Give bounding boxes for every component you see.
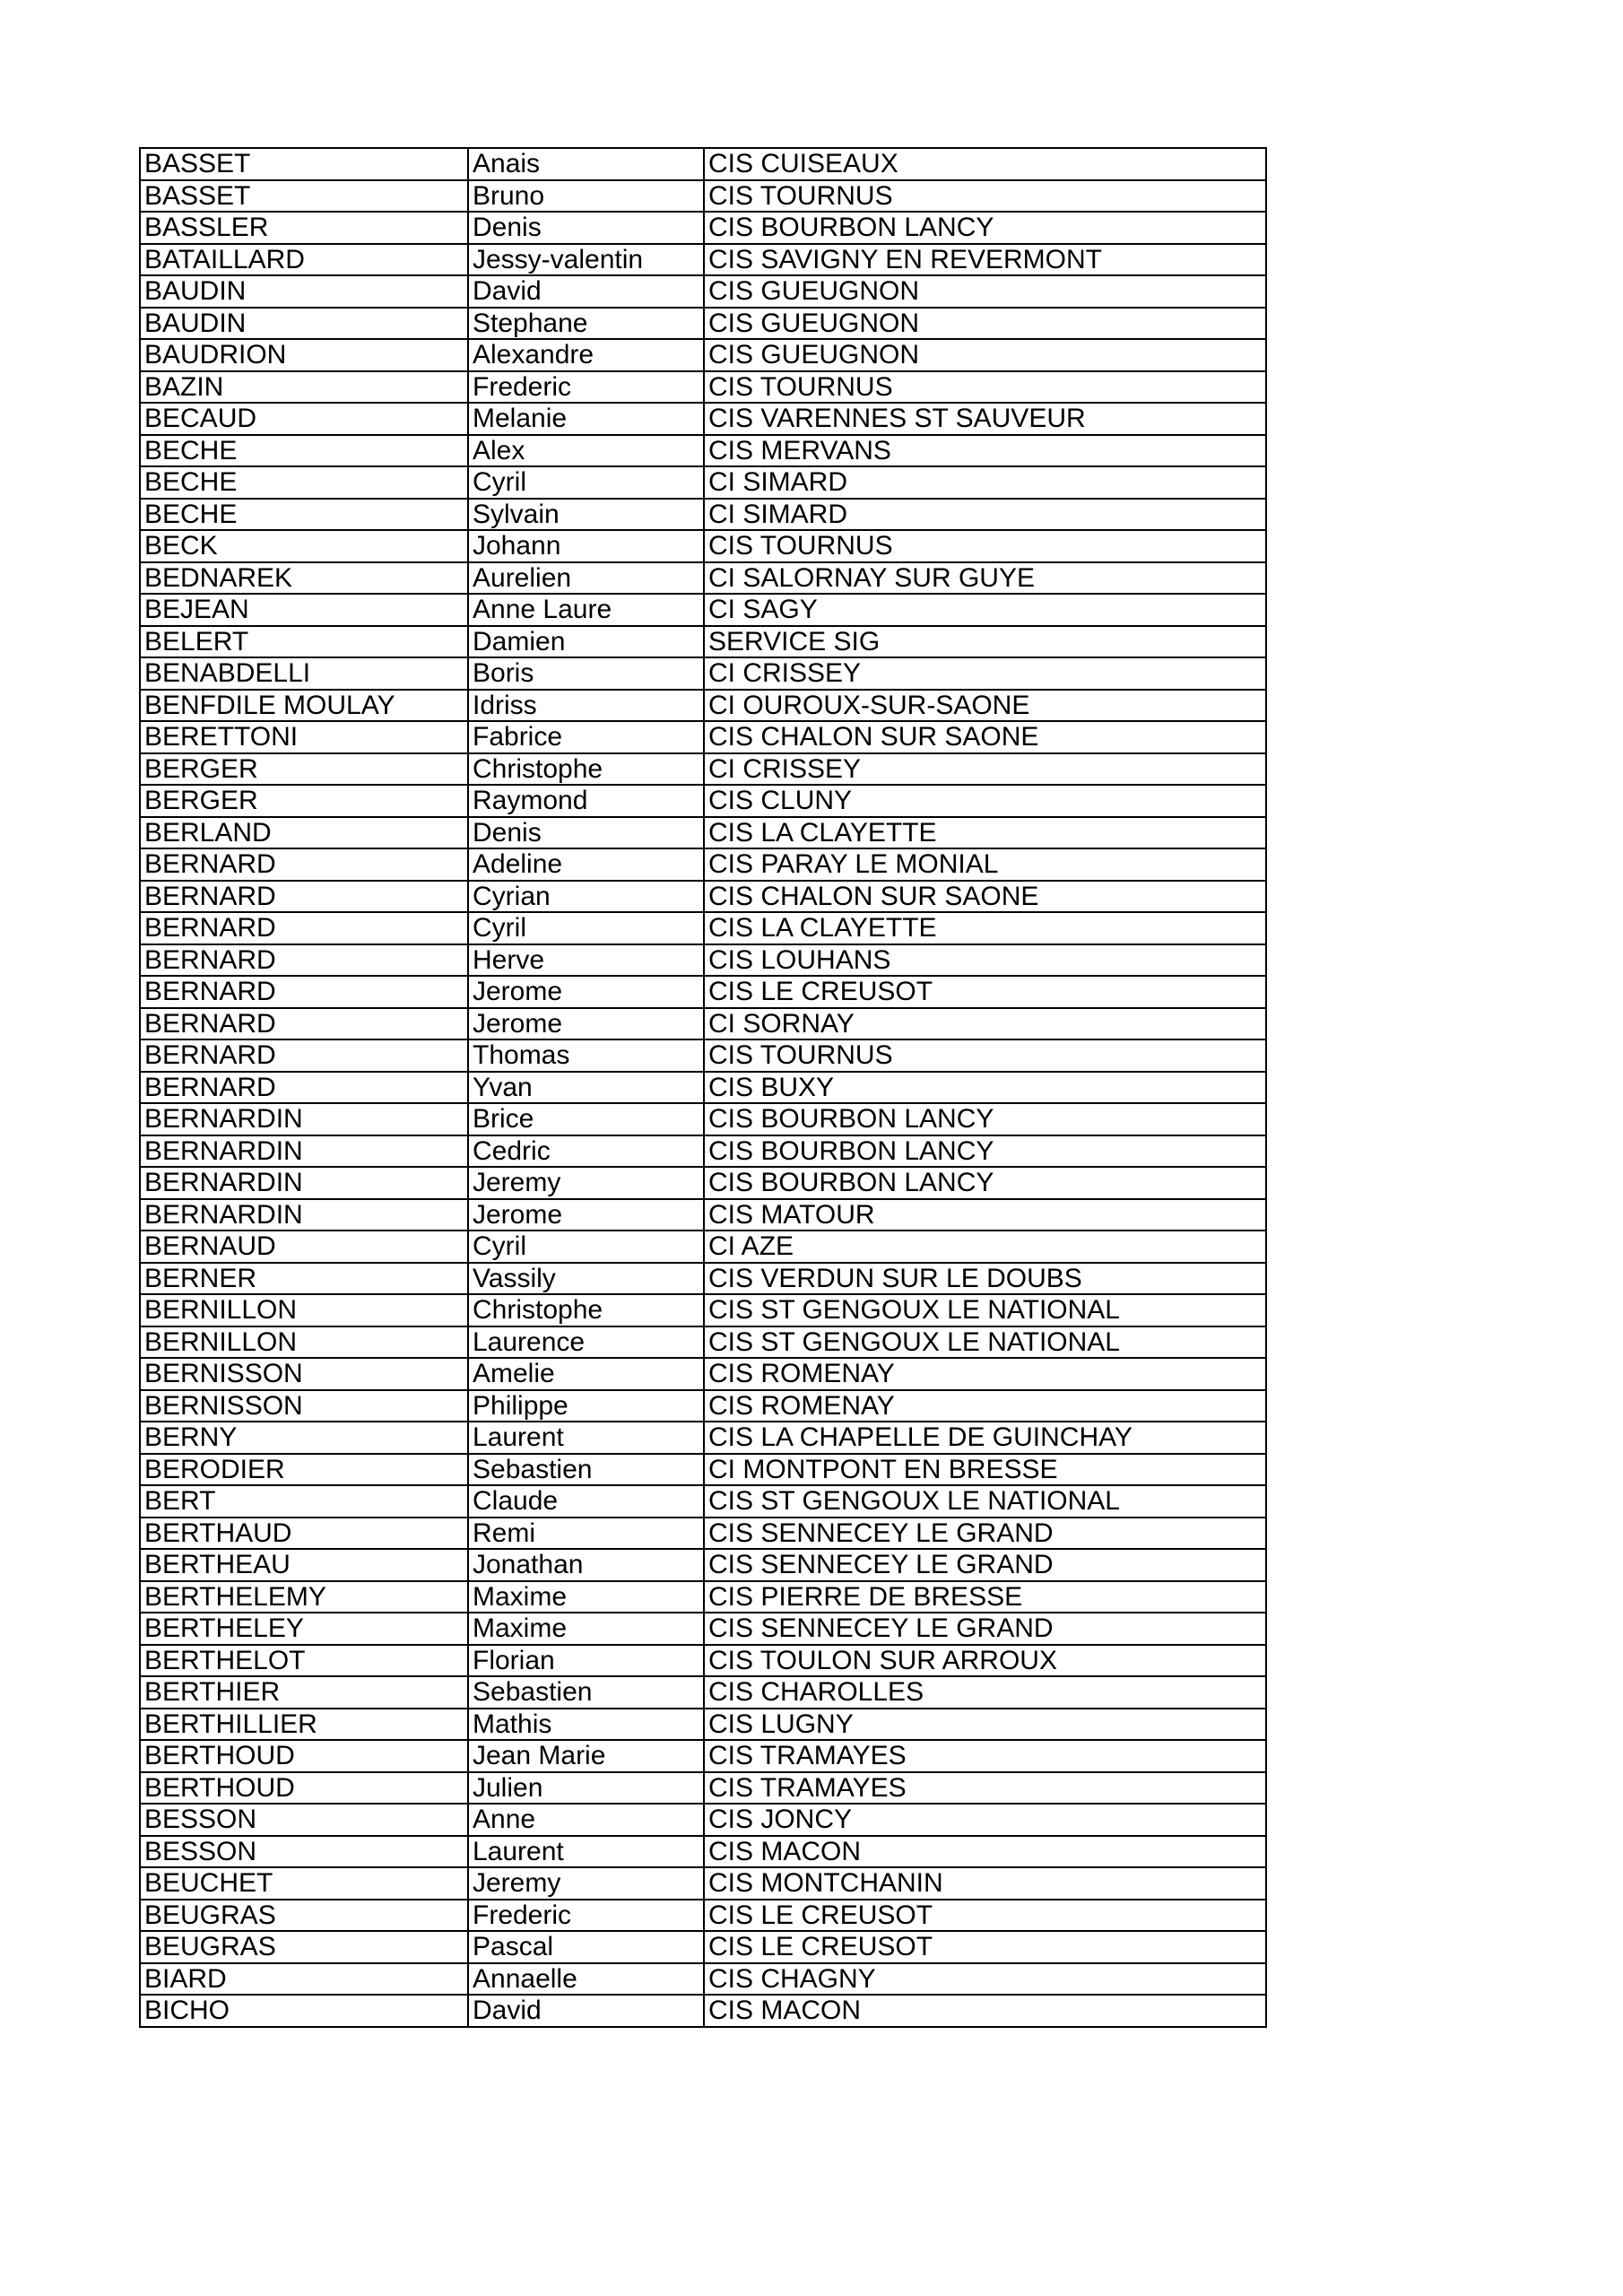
table-row [140, 1772, 1266, 1805]
last-name-cell: BIARD [140, 1963, 468, 1996]
last-name-cell: BERNARD [140, 944, 468, 977]
last-name-cell: BERTHELEY [140, 1613, 468, 1645]
unit-cell: CI SORNAY [704, 1008, 1266, 1040]
first-name-cell: Christophe [468, 753, 704, 786]
unit-cell: CIS MONTCHANIN [704, 1867, 1266, 1900]
last-name-cell: BERNARDIN [140, 1103, 468, 1135]
last-name-cell: BERODIER [140, 1454, 468, 1486]
last-name-cell: BERNARD [140, 1039, 468, 1072]
unit-cell: CIS ROMENAY [704, 1390, 1266, 1422]
last-name-cell: BERNISSON [140, 1358, 468, 1390]
table-row [140, 499, 1266, 531]
unit-cell: SERVICE SIG [704, 626, 1266, 658]
last-name-cell: BERT [140, 1485, 468, 1518]
first-name-cell: Maxime [468, 1581, 704, 1613]
first-name-cell: Anne [468, 1804, 704, 1836]
first-name-cell: Frederic [468, 1900, 704, 1932]
last-name-cell: BERNER [140, 1263, 468, 1295]
first-name-cell: Laurence [468, 1326, 704, 1359]
table-row [140, 1167, 1266, 1199]
table-row [140, 721, 1266, 753]
unit-cell: CI SAGY [704, 594, 1266, 626]
first-name-cell: Jerome [468, 976, 704, 1008]
last-name-cell: BERNARDIN [140, 1199, 468, 1231]
last-name-cell: BERTHILLIER [140, 1709, 468, 1741]
first-name-cell: Remi [468, 1518, 704, 1550]
table-row [140, 1581, 1266, 1613]
last-name-cell: BESSON [140, 1804, 468, 1836]
table-row [140, 1804, 1266, 1836]
table-row [140, 1836, 1266, 1868]
table-row [140, 275, 1266, 308]
first-name-cell: Thomas [468, 1039, 704, 1072]
first-name-cell: Idriss [468, 690, 704, 722]
last-name-cell: BENFDILE MOULAY [140, 690, 468, 722]
last-name-cell: BERNARD [140, 848, 468, 881]
table-row [140, 1135, 1266, 1168]
last-name-cell: BERTHAUD [140, 1518, 468, 1550]
unit-cell: CIS ROMENAY [704, 1358, 1266, 1390]
unit-cell: CIS LE CREUSOT [704, 976, 1266, 1008]
first-name-cell: Cedric [468, 1135, 704, 1168]
first-name-cell: Raymond [468, 785, 704, 817]
first-name-cell: Jeremy [468, 1167, 704, 1199]
roster-table-body [140, 148, 1266, 2027]
first-name-cell: Brice [468, 1103, 704, 1135]
unit-cell: CIS LA CLAYETTE [704, 817, 1266, 849]
unit-cell: CIS TOURNUS [704, 180, 1266, 213]
unit-cell: CIS MACON [704, 1836, 1266, 1868]
last-name-cell: BASSET [140, 180, 468, 213]
first-name-cell: Maxime [468, 1613, 704, 1645]
last-name-cell: BASSLER [140, 212, 468, 244]
table-row [140, 1995, 1266, 2027]
unit-cell: CI CRISSEY [704, 657, 1266, 690]
first-name-cell: Bruno [468, 180, 704, 213]
last-name-cell: BERNAUD [140, 1231, 468, 1263]
table-row [140, 1900, 1266, 1932]
unit-cell: CI SIMARD [704, 466, 1266, 499]
last-name-cell: BECAUD [140, 403, 468, 435]
table-row [140, 976, 1266, 1008]
first-name-cell: Claude [468, 1485, 704, 1518]
last-name-cell: BAUDRION [140, 339, 468, 371]
first-name-cell: Stephane [468, 308, 704, 340]
table-row [140, 1072, 1266, 1104]
table-row [140, 371, 1266, 404]
last-name-cell: BERETTONI [140, 721, 468, 753]
first-name-cell: Mathis [468, 1709, 704, 1741]
unit-cell: CI MONTPONT EN BRESSE [704, 1454, 1266, 1486]
table-row [140, 817, 1266, 849]
unit-cell: CIS ST GENGOUX LE NATIONAL [704, 1294, 1266, 1326]
last-name-cell: BERNILLON [140, 1326, 468, 1359]
table-row [140, 1231, 1266, 1263]
last-name-cell: BERLAND [140, 817, 468, 849]
table-row [140, 785, 1266, 817]
first-name-cell: Christophe [468, 1294, 704, 1326]
last-name-cell: BERNARDIN [140, 1135, 468, 1168]
unit-cell: CI CRISSEY [704, 753, 1266, 786]
last-name-cell: BERGER [140, 785, 468, 817]
unit-cell: CIS LE CREUSOT [704, 1931, 1266, 1963]
table-row [140, 1294, 1266, 1326]
unit-cell: CIS SENNECEY LE GRAND [704, 1613, 1266, 1645]
unit-cell: CIS CHAGNY [704, 1963, 1266, 1996]
first-name-cell: Jonathan [468, 1549, 704, 1581]
table-row [140, 1103, 1266, 1135]
table-row [140, 530, 1266, 562]
unit-cell: CIS GUEUGNON [704, 339, 1266, 371]
unit-cell: CIS CUISEAUX [704, 148, 1266, 180]
unit-cell: CIS CHALON SUR SAONE [704, 721, 1266, 753]
last-name-cell: BENABDELLI [140, 657, 468, 690]
unit-cell: CIS BOURBON LANCY [704, 1103, 1266, 1135]
last-name-cell: BERNARD [140, 912, 468, 944]
table-row [140, 1039, 1266, 1072]
roster-table [139, 147, 1267, 2028]
last-name-cell: BERNY [140, 1422, 468, 1454]
first-name-cell: Cyril [468, 912, 704, 944]
unit-cell: CI SALORNAY SUR GUYE [704, 562, 1266, 595]
unit-cell: CIS MATOUR [704, 1199, 1266, 1231]
last-name-cell: BERTHOUD [140, 1772, 468, 1805]
unit-cell: CIS BOURBON LANCY [704, 1167, 1266, 1199]
first-name-cell: Frederic [468, 371, 704, 404]
last-name-cell: BEJEAN [140, 594, 468, 626]
last-name-cell: BAUDIN [140, 275, 468, 308]
unit-cell: CIS MACON [704, 1995, 1266, 2027]
first-name-cell: Anne Laure [468, 594, 704, 626]
first-name-cell: Adeline [468, 848, 704, 881]
unit-cell: CIS TOULON SUR ARROUX [704, 1645, 1266, 1677]
first-name-cell: Damien [468, 626, 704, 658]
unit-cell: CIS SENNECEY LE GRAND [704, 1549, 1266, 1581]
first-name-cell: Florian [468, 1645, 704, 1677]
last-name-cell: BERTHELOT [140, 1645, 468, 1677]
first-name-cell: Jerome [468, 1008, 704, 1040]
last-name-cell: BEDNAREK [140, 562, 468, 595]
first-name-cell: Cyrian [468, 881, 704, 913]
table-row [140, 753, 1266, 786]
last-name-cell: BECHE [140, 435, 468, 467]
table-row [140, 1613, 1266, 1645]
unit-cell: CIS SENNECEY LE GRAND [704, 1518, 1266, 1550]
unit-cell: CIS GUEUGNON [704, 275, 1266, 308]
table-row [140, 1518, 1266, 1550]
table-row [140, 1485, 1266, 1518]
last-name-cell: BASSET [140, 148, 468, 180]
table-row [140, 403, 1266, 435]
last-name-cell: BERNARD [140, 881, 468, 913]
last-name-cell: BECHE [140, 499, 468, 531]
first-name-cell: Jean Marie [468, 1740, 704, 1772]
unit-cell: CIS LA CHAPELLE DE GUINCHAY [704, 1422, 1266, 1454]
unit-cell: CIS LUGNY [704, 1709, 1266, 1741]
table-row [140, 339, 1266, 371]
first-name-cell: Sebastien [468, 1676, 704, 1709]
first-name-cell: Melanie [468, 403, 704, 435]
last-name-cell: BATAILLARD [140, 244, 468, 276]
unit-cell: CIS TRAMAYES [704, 1740, 1266, 1772]
unit-cell: CIS TRAMAYES [704, 1772, 1266, 1805]
unit-cell: CI AZE [704, 1231, 1266, 1263]
unit-cell: CIS TOURNUS [704, 530, 1266, 562]
last-name-cell: BEUGRAS [140, 1900, 468, 1932]
table-row [140, 1008, 1266, 1040]
table-row [140, 594, 1266, 626]
first-name-cell: Jeremy [468, 1867, 704, 1900]
table-row [140, 848, 1266, 881]
last-name-cell: BERTHOUD [140, 1740, 468, 1772]
last-name-cell: BESSON [140, 1836, 468, 1868]
unit-cell: CIS MERVANS [704, 435, 1266, 467]
last-name-cell: BERNARD [140, 976, 468, 1008]
last-name-cell: BAUDIN [140, 308, 468, 340]
first-name-cell: Denis [468, 212, 704, 244]
table-row [140, 1422, 1266, 1454]
first-name-cell: Yvan [468, 1072, 704, 1104]
first-name-cell: Anais [468, 148, 704, 180]
first-name-cell: Laurent [468, 1836, 704, 1868]
table-row [140, 1549, 1266, 1581]
table-row [140, 1326, 1266, 1359]
last-name-cell: BEUCHET [140, 1867, 468, 1900]
unit-cell: CIS PIERRE DE BRESSE [704, 1581, 1266, 1613]
last-name-cell: BERTHIER [140, 1676, 468, 1709]
first-name-cell: Alex [468, 435, 704, 467]
last-name-cell: BERNARDIN [140, 1167, 468, 1199]
last-name-cell: BERGER [140, 753, 468, 786]
first-name-cell: Cyril [468, 1231, 704, 1263]
table-row [140, 1263, 1266, 1295]
last-name-cell: BAZIN [140, 371, 468, 404]
last-name-cell: BERNILLON [140, 1294, 468, 1326]
table-row [140, 626, 1266, 658]
table-row [140, 1709, 1266, 1741]
table-row [140, 562, 1266, 595]
unit-cell: CIS VERDUN SUR LE DOUBS [704, 1263, 1266, 1295]
unit-cell: CI SIMARD [704, 499, 1266, 531]
first-name-cell: David [468, 1995, 704, 2027]
first-name-cell: David [468, 275, 704, 308]
last-name-cell: BERNARD [140, 1008, 468, 1040]
unit-cell: CIS TOURNUS [704, 371, 1266, 404]
table-row [140, 881, 1266, 913]
unit-cell: CIS BOURBON LANCY [704, 212, 1266, 244]
unit-cell: CIS GUEUGNON [704, 308, 1266, 340]
unit-cell: CIS TOURNUS [704, 1039, 1266, 1072]
unit-cell: CIS BUXY [704, 1072, 1266, 1104]
last-name-cell: BICHO [140, 1995, 468, 2027]
unit-cell: CIS PARAY LE MONIAL [704, 848, 1266, 881]
first-name-cell: Herve [468, 944, 704, 977]
unit-cell: CIS LA CLAYETTE [704, 912, 1266, 944]
table-row [140, 1867, 1266, 1900]
unit-cell: CIS LOUHANS [704, 944, 1266, 977]
first-name-cell: Fabrice [468, 721, 704, 753]
first-name-cell: Denis [468, 817, 704, 849]
first-name-cell: Philippe [468, 1390, 704, 1422]
table-row [140, 180, 1266, 213]
unit-cell: CIS CHAROLLES [704, 1676, 1266, 1709]
unit-cell: CIS LE CREUSOT [704, 1900, 1266, 1932]
first-name-cell: Amelie [468, 1358, 704, 1390]
table-row [140, 466, 1266, 499]
unit-cell: CIS ST GENGOUX LE NATIONAL [704, 1485, 1266, 1518]
unit-cell: CIS JONCY [704, 1804, 1266, 1836]
first-name-cell: Annaelle [468, 1963, 704, 1996]
first-name-cell: Sylvain [468, 499, 704, 531]
table-row [140, 690, 1266, 722]
first-name-cell: Julien [468, 1772, 704, 1805]
unit-cell: CIS CHALON SUR SAONE [704, 881, 1266, 913]
table-row [140, 244, 1266, 276]
table-row [140, 308, 1266, 340]
first-name-cell: Laurent [468, 1422, 704, 1454]
table-row [140, 1931, 1266, 1963]
last-name-cell: BELERT [140, 626, 468, 658]
last-name-cell: BERNARD [140, 1072, 468, 1104]
first-name-cell: Pascal [468, 1931, 704, 1963]
first-name-cell: Alexandre [468, 339, 704, 371]
table-row [140, 1390, 1266, 1422]
table-row [140, 1676, 1266, 1709]
last-name-cell: BERTHEAU [140, 1549, 468, 1581]
first-name-cell: Johann [468, 530, 704, 562]
table-row [140, 435, 1266, 467]
table-row [140, 1454, 1266, 1486]
unit-cell: CIS BOURBON LANCY [704, 1135, 1266, 1168]
last-name-cell: BECHE [140, 466, 468, 499]
unit-cell: CIS VARENNES ST SAUVEUR [704, 403, 1266, 435]
table-row [140, 1199, 1266, 1231]
table-row [140, 912, 1266, 944]
table-row [140, 944, 1266, 977]
first-name-cell: Aurelien [468, 562, 704, 595]
unit-cell: CIS ST GENGOUX LE NATIONAL [704, 1326, 1266, 1359]
table-row [140, 1645, 1266, 1677]
first-name-cell: Jessy-valentin [468, 244, 704, 276]
table-row [140, 1963, 1266, 1996]
first-name-cell: Vassily [468, 1263, 704, 1295]
first-name-cell: Sebastien [468, 1454, 704, 1486]
first-name-cell: Boris [468, 657, 704, 690]
last-name-cell: BERTHELEMY [140, 1581, 468, 1613]
last-name-cell: BEUGRAS [140, 1931, 468, 1963]
first-name-cell: Jerome [468, 1199, 704, 1231]
table-row [140, 657, 1266, 690]
unit-cell: CIS SAVIGNY EN REVERMONT [704, 244, 1266, 276]
table-row [140, 148, 1266, 180]
table-row [140, 1358, 1266, 1390]
last-name-cell: BECK [140, 530, 468, 562]
table-row [140, 1740, 1266, 1772]
last-name-cell: BERNISSON [140, 1390, 468, 1422]
first-name-cell: Cyril [468, 466, 704, 499]
unit-cell: CI OUROUX-SUR-SAONE [704, 690, 1266, 722]
unit-cell: CIS CLUNY [704, 785, 1266, 817]
table-row [140, 212, 1266, 244]
